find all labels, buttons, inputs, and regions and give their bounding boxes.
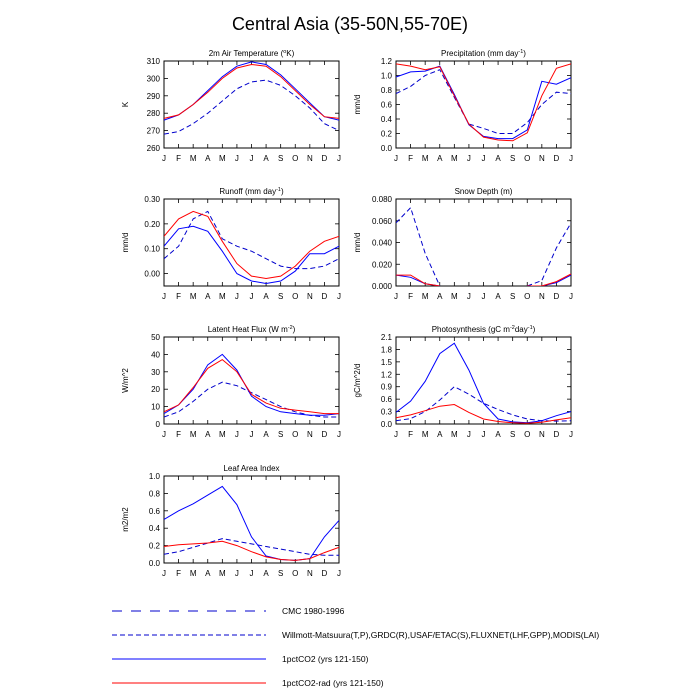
x-tick-label: J (466, 154, 471, 163)
series-line-co2 (164, 354, 339, 415)
x-tick-label: O (292, 154, 299, 163)
y-tick-label: 0.30 (144, 195, 160, 204)
legend-label-3: 1pctCO2 (yrs 121-150) (282, 654, 369, 664)
x-tick-label: D (321, 569, 328, 578)
x-tick-label: J (249, 569, 254, 578)
x-tick-label: D (553, 154, 560, 163)
x-tick-label: A (495, 430, 501, 439)
x-tick-label: A (437, 154, 443, 163)
chart-panel-1 (121, 49, 341, 163)
series-line-co2rad (527, 274, 571, 286)
y-tick-label: 0.9 (380, 382, 392, 392)
y-tick-label: 310 (146, 57, 160, 66)
y-tick-label: 0.8 (380, 86, 392, 95)
chart-panel-7 (121, 464, 341, 578)
x-tick-label: A (205, 292, 211, 301)
x-tick-label: J (162, 569, 166, 578)
y-tick-label: 0.8 (148, 489, 160, 499)
x-tick-label: S (277, 430, 284, 439)
x-tick-label: F (176, 430, 182, 439)
legend-label-1: CMC 1980-1996 (282, 606, 345, 616)
series-line-co2 (164, 226, 339, 283)
plot-frame (164, 199, 339, 286)
x-tick-label: M (421, 430, 429, 439)
x-tick-label: S (509, 154, 516, 163)
x-tick-label: J (234, 154, 239, 163)
x-tick-label: J (394, 154, 398, 163)
series-line-co2 (396, 343, 571, 423)
y-tick-label: 270 (146, 126, 160, 136)
plot-frame (396, 337, 571, 424)
x-tick-label: N (306, 292, 313, 301)
x-tick-label: M (218, 154, 226, 163)
plot-frame (164, 337, 339, 424)
series-line-co2rad (164, 360, 339, 414)
x-tick-label: A (263, 292, 269, 301)
plot-frame (164, 476, 339, 563)
series-line-obs (164, 211, 339, 268)
x-tick-label: A (205, 154, 211, 163)
x-tick-label: J (481, 154, 486, 163)
x-tick-label: N (538, 154, 545, 163)
x-tick-label: N (538, 292, 545, 301)
y-tick-label: 0.060 (371, 216, 392, 226)
x-tick-label: D (553, 430, 560, 439)
x-tick-label: M (189, 569, 197, 578)
panel-title: Precipitation (mm day$^{-1}$) (441, 49, 526, 58)
y-tick-label: 2.1 (380, 333, 392, 342)
x-tick-label: J (394, 292, 398, 301)
x-tick-label: D (321, 430, 328, 439)
x-tick-label: M (450, 154, 458, 163)
y-tick-label: 260 (146, 144, 160, 153)
x-tick-label: N (306, 569, 313, 578)
plot-frame (164, 61, 339, 148)
x-tick-label: O (524, 292, 531, 301)
y-axis-label: m2/m2 (121, 507, 130, 532)
x-tick-label: J (234, 292, 239, 301)
x-tick-label: J (337, 430, 341, 439)
x-tick-label: S (277, 154, 284, 163)
x-tick-label: J (234, 569, 239, 578)
chart-panel-2 (353, 49, 573, 163)
panel-title: Snow Depth (m) (454, 187, 513, 196)
x-tick-label: M (218, 292, 226, 301)
y-axis-label: mm/d (353, 232, 362, 253)
y-tick-label: 1.5 (380, 357, 392, 367)
panel-title: Photosynthesis (gC $m^{-2}day^{-1}$) (431, 325, 536, 334)
chart-panel-6 (353, 325, 573, 439)
x-tick-label: J (394, 430, 398, 439)
y-tick-label: 0.10 (144, 244, 160, 254)
x-tick-label: F (176, 569, 182, 578)
x-tick-label: J (569, 430, 573, 439)
x-tick-label: F (176, 292, 182, 301)
x-tick-label: A (437, 292, 443, 301)
y-tick-label: 300 (146, 74, 160, 84)
y-tick-label: 1.8 (380, 345, 392, 355)
x-tick-label: A (263, 569, 269, 578)
series-line-co2 (396, 275, 440, 286)
series-line-co2rad (164, 65, 339, 119)
x-tick-label: D (553, 292, 560, 301)
x-tick-label: A (263, 154, 269, 163)
x-tick-label: M (450, 292, 458, 301)
y-axis-label: K (121, 101, 130, 108)
y-tick-label: 1.0 (148, 472, 160, 481)
panel-title: Latent Heat Flux (W $m^{-2}$) (207, 325, 296, 334)
y-tick-label: 280 (146, 109, 160, 119)
x-tick-label: J (249, 292, 254, 301)
x-tick-label: S (509, 292, 516, 301)
x-tick-label: J (249, 430, 254, 439)
x-tick-label: A (205, 430, 211, 439)
y-tick-label: 0.4 (380, 115, 392, 124)
legend-label-2: Willmott-Matsuura(T,P),GRDC(R),USAF/ETAC(S),FLUXNET(LHF,GPP),MODIS(LAI) (282, 630, 600, 640)
series-line-co2 (527, 275, 571, 286)
x-tick-label: F (408, 154, 414, 163)
chart-panel-5 (121, 325, 341, 439)
y-tick-label: 0.020 (371, 260, 392, 270)
y-axis-label: gC/m^2/d (353, 363, 362, 398)
panel-title: 2m Air Temperature ($^o$K) (208, 49, 295, 58)
x-tick-label: O (292, 569, 299, 578)
x-tick-label: A (495, 292, 501, 301)
y-tick-label: 0.2 (380, 129, 392, 139)
y-tick-label: 1.2 (380, 57, 392, 66)
y-tick-label: 0.2 (148, 541, 160, 551)
x-tick-label: M (189, 292, 197, 301)
x-tick-label: S (277, 292, 284, 301)
y-tick-label: 30 (151, 367, 160, 377)
y-tick-label: 0.20 (144, 219, 160, 229)
x-tick-label: N (306, 430, 313, 439)
y-tick-label: 0.0 (380, 420, 392, 429)
x-tick-label: M (450, 430, 458, 439)
y-tick-label: 0.0 (148, 559, 160, 568)
x-tick-label: M (421, 292, 429, 301)
series-line-obs (396, 208, 440, 286)
x-tick-label: J (337, 154, 341, 163)
y-axis-label: mm/d (353, 94, 362, 115)
x-tick-label: N (538, 430, 545, 439)
y-tick-label: 1.2 (380, 370, 392, 380)
panel-title: Runoff (mm day$^{-1}$) (219, 187, 284, 196)
y-tick-label: 0.000 (371, 282, 392, 291)
y-axis-label: W/m^2 (121, 368, 130, 393)
x-tick-label: O (524, 430, 531, 439)
y-tick-label: 1.0 (380, 71, 392, 81)
panels (121, 49, 573, 578)
x-tick-label: M (218, 569, 226, 578)
x-tick-label: D (321, 292, 328, 301)
y-tick-label: 290 (146, 91, 160, 101)
x-tick-label: A (495, 154, 501, 163)
x-tick-label: J (337, 569, 341, 578)
x-tick-label: J (569, 154, 573, 163)
chart-panel-4 (353, 187, 573, 301)
y-tick-label: 20 (151, 385, 160, 395)
x-tick-label: J (162, 292, 166, 301)
x-tick-label: O (524, 154, 531, 163)
x-tick-label: A (205, 569, 211, 578)
x-tick-label: J (481, 430, 486, 439)
x-tick-label: F (408, 292, 414, 301)
series-line-co2 (164, 62, 339, 120)
x-tick-label: F (408, 430, 414, 439)
x-tick-label: J (466, 292, 471, 301)
series-line-obs (396, 70, 571, 134)
chart-panel-3 (121, 187, 341, 301)
y-tick-label: 10 (151, 402, 160, 412)
series-line-co2 (164, 486, 339, 560)
y-tick-label: 0.00 (144, 269, 160, 279)
y-tick-label: 0.0 (380, 144, 392, 153)
panel-title: Leaf Area Index (223, 464, 280, 473)
x-tick-label: J (466, 430, 471, 439)
x-tick-label: J (249, 154, 254, 163)
x-tick-label: M (421, 154, 429, 163)
x-tick-label: A (263, 430, 269, 439)
x-tick-label: J (234, 430, 239, 439)
y-tick-label: 0.040 (371, 238, 392, 248)
x-tick-label: N (306, 154, 313, 163)
x-tick-label: F (176, 154, 182, 163)
x-tick-label: M (189, 154, 197, 163)
x-tick-label: M (218, 430, 226, 439)
y-tick-label: 0.080 (371, 195, 392, 204)
x-tick-label: J (337, 292, 341, 301)
x-tick-label: J (569, 292, 573, 301)
legend-label-4: 1pctCO2-rad (yrs 121-150) (282, 678, 384, 688)
legend (112, 606, 599, 688)
y-tick-label: 0.6 (148, 506, 160, 516)
plot-frame (396, 199, 571, 286)
y-axis-label: mm/d (121, 232, 130, 253)
y-tick-label: 0.4 (148, 524, 160, 534)
x-tick-label: S (277, 569, 284, 578)
x-tick-label: A (437, 430, 443, 439)
x-tick-label: J (162, 430, 166, 439)
plot-frame (396, 61, 571, 148)
y-tick-label: 0.6 (380, 395, 392, 405)
x-tick-label: O (292, 430, 299, 439)
series-line-obs (164, 539, 339, 556)
y-tick-label: 0.6 (380, 100, 392, 110)
x-tick-label: J (481, 292, 486, 301)
y-tick-label: 40 (151, 350, 160, 360)
y-tick-label: 0 (155, 420, 160, 429)
x-tick-label: S (509, 430, 516, 439)
y-tick-label: 0.3 (380, 407, 392, 417)
series-line-obs (527, 223, 571, 286)
figure-title: Central Asia (35-50N,55-70E) (231, 14, 469, 34)
y-tick-label: 50 (151, 333, 160, 342)
x-tick-label: D (321, 154, 328, 163)
x-tick-label: M (189, 430, 197, 439)
x-tick-label: J (162, 154, 166, 163)
x-tick-label: O (292, 292, 299, 301)
